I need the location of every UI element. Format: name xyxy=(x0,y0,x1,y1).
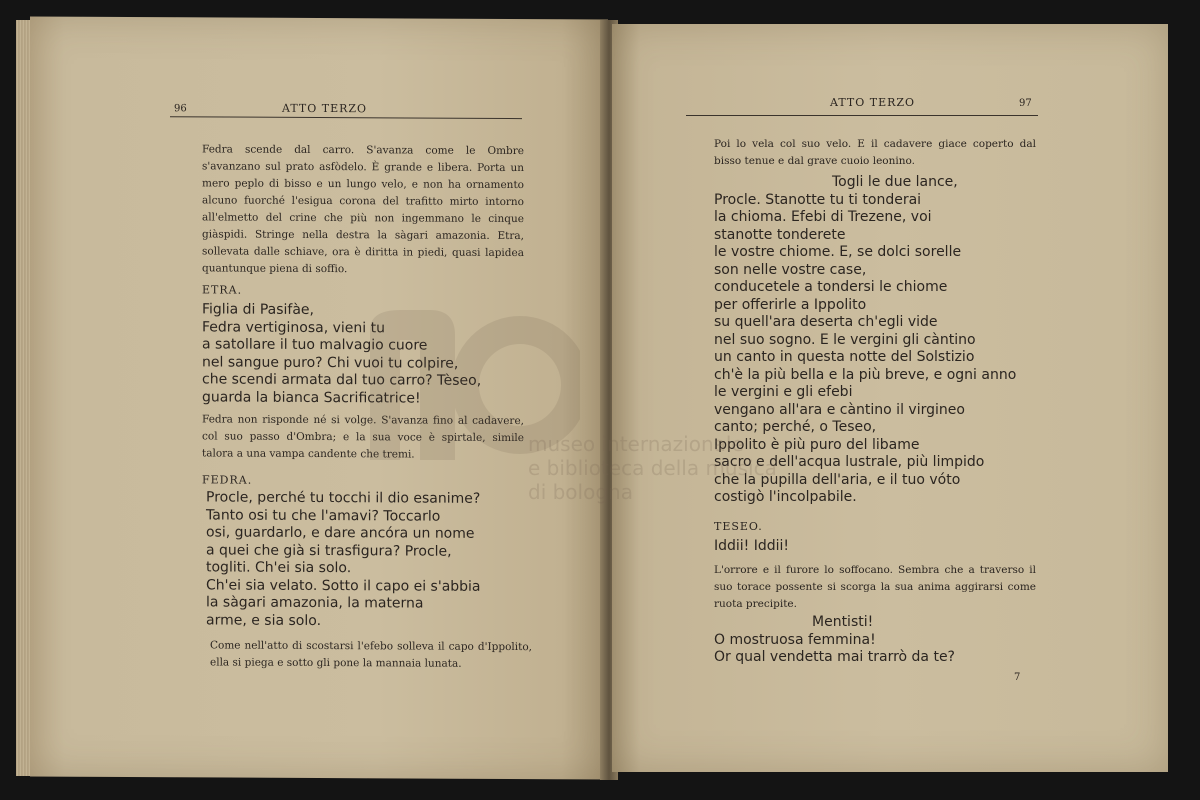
verse-line: Ch'ei sia velato. Sotto il capo ei s'abbia xyxy=(206,576,481,595)
verse-line: Ippolito è più puro del libame xyxy=(714,436,920,453)
verse-line: nel suo sogno. E le vergini gli càntino xyxy=(714,331,976,348)
stage-direction: Come nell'atto di scostarsi l'efebo solleva il capo d'Ippolito, ella si piega e sotto gli pone la mannaia lunata. xyxy=(210,639,532,670)
verse-line: Or qual vendetta mai trarrò da te? xyxy=(714,649,955,665)
speaker-name: ETRA. xyxy=(202,283,243,297)
verse-line: Mentisti! xyxy=(812,614,874,630)
verse-line: Togli le due lance, xyxy=(832,174,958,190)
verse-line: per offerirle a Ippolito xyxy=(714,296,867,313)
stage-direction: Fedra non risponde né si volge. S'avanza fino al cadavere, col suo passo d'Ombra; e la sua voce è spirtale, simile talora a una vampa candente che tremi. xyxy=(202,413,524,461)
verse-line: Tanto osi tu che l'amavi? Toccarlo xyxy=(206,506,441,525)
verse-line: Procle, perché tu tocchi il dio esanime? xyxy=(206,489,481,507)
verse-block xyxy=(714,614,955,665)
verse-line: che scendi armata dal tuo carro? Tèseo, xyxy=(202,371,482,389)
verse-line: la chioma. Efebi di Trezene, voi xyxy=(714,209,932,225)
stage-direction: Poi lo vela col suo velo. E il cadavere giace coperto dal bisso tenue e dal grave cuoio leonino. xyxy=(714,138,1036,167)
verse-line: costigò l'incolpabile. xyxy=(714,489,857,505)
verse-block xyxy=(714,538,789,556)
verse-line: a satollare il tuo malvagio cuore xyxy=(202,336,428,354)
right-running-head: ATTO TERZO xyxy=(830,96,916,109)
verse-line: ch'è la più bella e la più breve, e ogni anno xyxy=(714,366,1017,383)
verse-line: sacro e dell'acqua lustrale, più limpido xyxy=(714,454,985,470)
verse-line: stanotte tonderete xyxy=(714,226,846,243)
watermark-text: museo internazionale e biblioteca della musica di bologna xyxy=(528,432,777,504)
verse-block xyxy=(206,489,481,630)
verse-line: Figlia di Pasifàe, xyxy=(202,301,314,318)
signature-mark: 7 xyxy=(1014,672,1021,683)
verse-line: arme, e sia solo. xyxy=(206,611,322,629)
stage-direction: L'orrore e il furore lo soffocano. Sembra che a traverso il suo torace possente si scorga la sua anima aggirarsi come ruota precipite. xyxy=(714,564,1036,610)
left-running-head: ATTO TERZO xyxy=(282,101,368,116)
verse-line: togliti. Ch'ei sia solo. xyxy=(206,559,352,577)
verse-block xyxy=(714,174,1017,505)
right-page-number: 97 xyxy=(1019,98,1032,109)
verse-line: un canto in questa notte del Solstizio xyxy=(714,349,975,365)
verse-line: le vergini e gli efebi xyxy=(714,384,853,400)
speaker-name: TESEO. xyxy=(714,520,763,533)
left-page-number: 96 xyxy=(174,103,187,115)
verse-line: son nelle vostre case, xyxy=(714,261,867,278)
verse-line: Procle. Stanotte tu ti tonderai xyxy=(714,191,922,208)
verse-line: guarda la bianca Sacrificatrice! xyxy=(202,388,421,407)
verse-line: che la pupilla dell'aria, e il tuo vóto xyxy=(714,471,961,488)
verse-line: vengano all'ara e càntino il virgineo xyxy=(714,401,965,418)
left-header-rule xyxy=(170,116,522,119)
verse-line: le vostre chiome. E, se dolci sorelle xyxy=(714,244,962,260)
verse-line: nel sangue puro? Chi vuoi tu colpire, xyxy=(202,353,459,372)
verse-line: su quell'ara deserta ch'egli vide xyxy=(714,314,938,330)
verse-line: Fedra vertiginosa, vieni tu xyxy=(202,318,385,336)
speaker-name: FEDRA. xyxy=(202,473,253,487)
right-header-rule xyxy=(686,115,1038,116)
right-page xyxy=(612,24,1168,772)
stage-direction: Fedra scende dal carro. S'avanza come le Ombre s'avanzano sul prato asfòdelo. È grande e libera. Porta un mero peplo di bisso e un lungo velo, e non ha ornamento alcuno fuorché l'esigua corona del trafitto mirto intorno all'elmetto del crine che più non ingemmano le cinque giàspidi. Stringe nella destra la sàgari amazonia. Etra, sollevata dalle schiave, ora è diritta in piedi, quasi lapidea quantunque piena di soffio. xyxy=(202,143,524,276)
verse-line: osi, guardarlo, e dare ancóra un nome xyxy=(206,524,475,542)
verse-line: la sàgari amazonia, la materna xyxy=(206,594,424,612)
verse-line: canto; perché, o Teseo, xyxy=(714,419,877,435)
verse-line: Iddii! Iddii! xyxy=(714,538,790,554)
verse-line: a quei che già si trasfigura? Procle, xyxy=(206,541,452,560)
verse-line: O mostruosa femmina! xyxy=(714,631,876,648)
verse-line: conducetele a tondersi le chiome xyxy=(714,279,948,295)
